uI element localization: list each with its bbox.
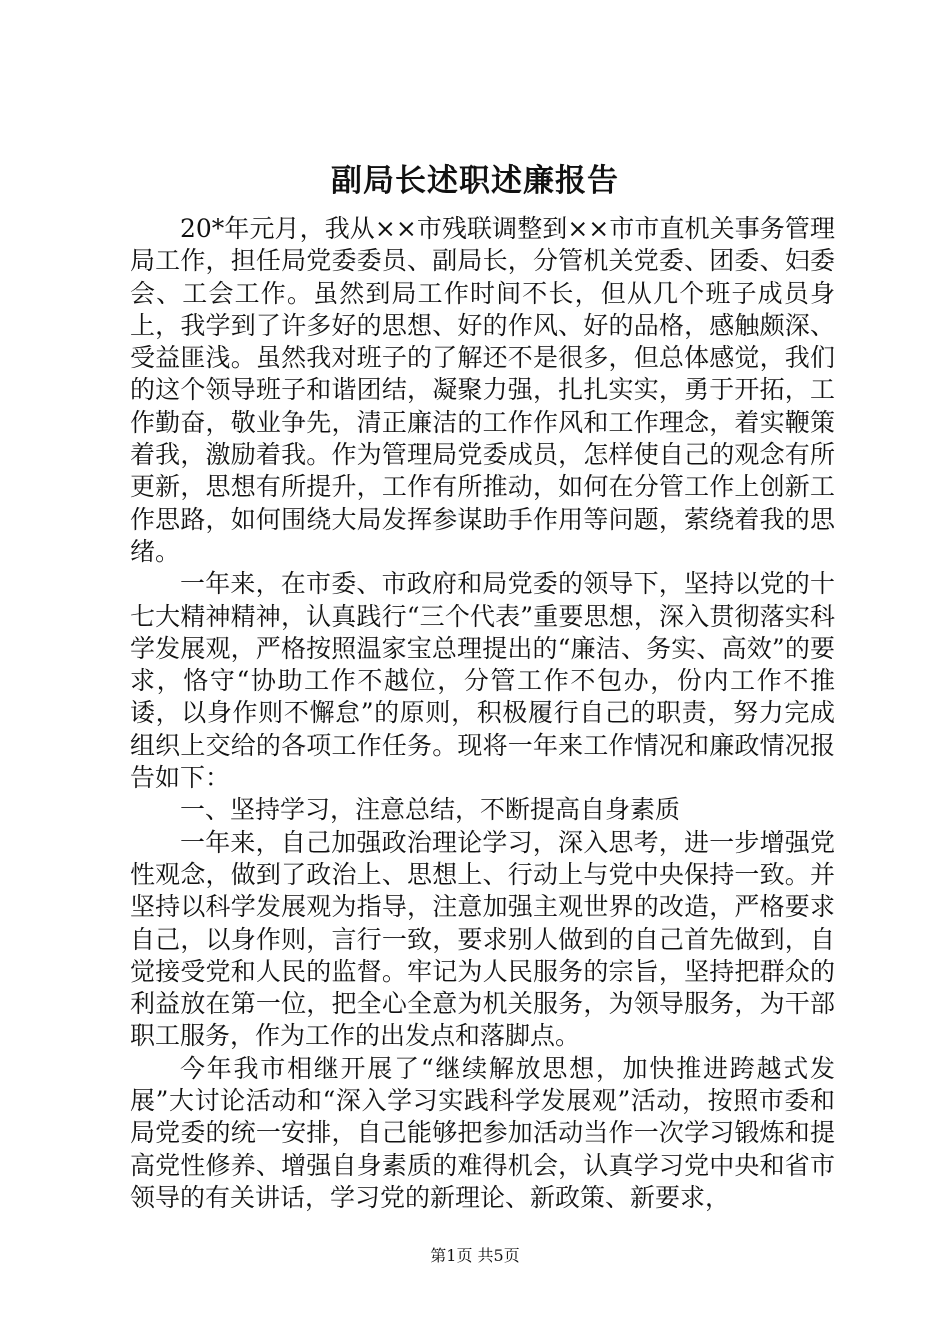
page-number-footer: 第1页 共5页 [430, 1246, 520, 1265]
paragraph-overview: 一年来，在市委、市政府和局党委的领导下，坚持以党的十七大精神精神，认真践行“三个代表”重要思想，深入贯彻落实科学发展观，严格按照温家宝总理提出的“廉洁、务实、高效”的要求，恪守“协助工作不越位，分管工作不包办，份内工作不推诿，以身作则不懈怠”的原则，积极履行自己的职责，努力完成组织上交给的各项工作任务。现将一年来工作情况和廉政情况报告如下： [130, 569, 835, 793]
section-heading-1: 一、坚持学习，注意总结，不断提高自身素质 [180, 795, 681, 825]
document-body [130, 213, 835, 1214]
paragraph-study: 一年来，自己加强政治理论学习，深入思考，进一步增强党性观念，做到了政治上、思想上、行动上与党中央保持一致。并坚持以科学发展观为指导，注意加强主观世界的改造，严格要求自己，以身作则，言行一致，要求别人做到的自己首先做到，自觉接受党和人民的监督。牢记为人民服务的宗旨，坚持把群众的利益放在第一位，把全心全意为机关服务，为领导服务，为干部职工服务，作为工作的出发点和落脚点。 [130, 827, 835, 1051]
paragraph-activities: 今年我市相继开展了“继续解放思想，加快推进跨越式发展”大讨论活动和“深入学习实践科学发展观”活动，按照市委和局党委的统一安排，自己能够把参加活动当作一次学习锻炼和提高党性修养、增强自身素质的难得机会，认真学习党中央和省市领导的有关讲话，学习党的新理论、新政策、新要求， [130, 1053, 835, 1212]
document-title: 副局长述职述廉报告 [331, 163, 619, 199]
paragraph-intro: 20*年元月，我从××市残联调整到××市市直机关事务管理局工作，担任局党委委员、副局长，分管机关党委、团委、妇委会、工会工作。虽然到局工作时间不长，但从几个班子成员身上，我学到了许多好的思想、好的作风、好的品格，感触颇深、受益匪浅。虽然我对班子的了解还不是很多，但总体感觉，我们的这个领导班子和谐团结，凝聚力强，扎扎实实，勇于开拓，工作勤奋，敬业争先，清正廉洁的工作作风和工作理念，着实鞭策着我，激励着我。作为管理局党委成员，怎样使自己的观念有所更新，思想有所提升，工作有所推动，如何在分管工作上创新工作思路，如何围绕大局发挥参谋助手作用等问题，萦绕着我的思绪。 [130, 214, 835, 566]
